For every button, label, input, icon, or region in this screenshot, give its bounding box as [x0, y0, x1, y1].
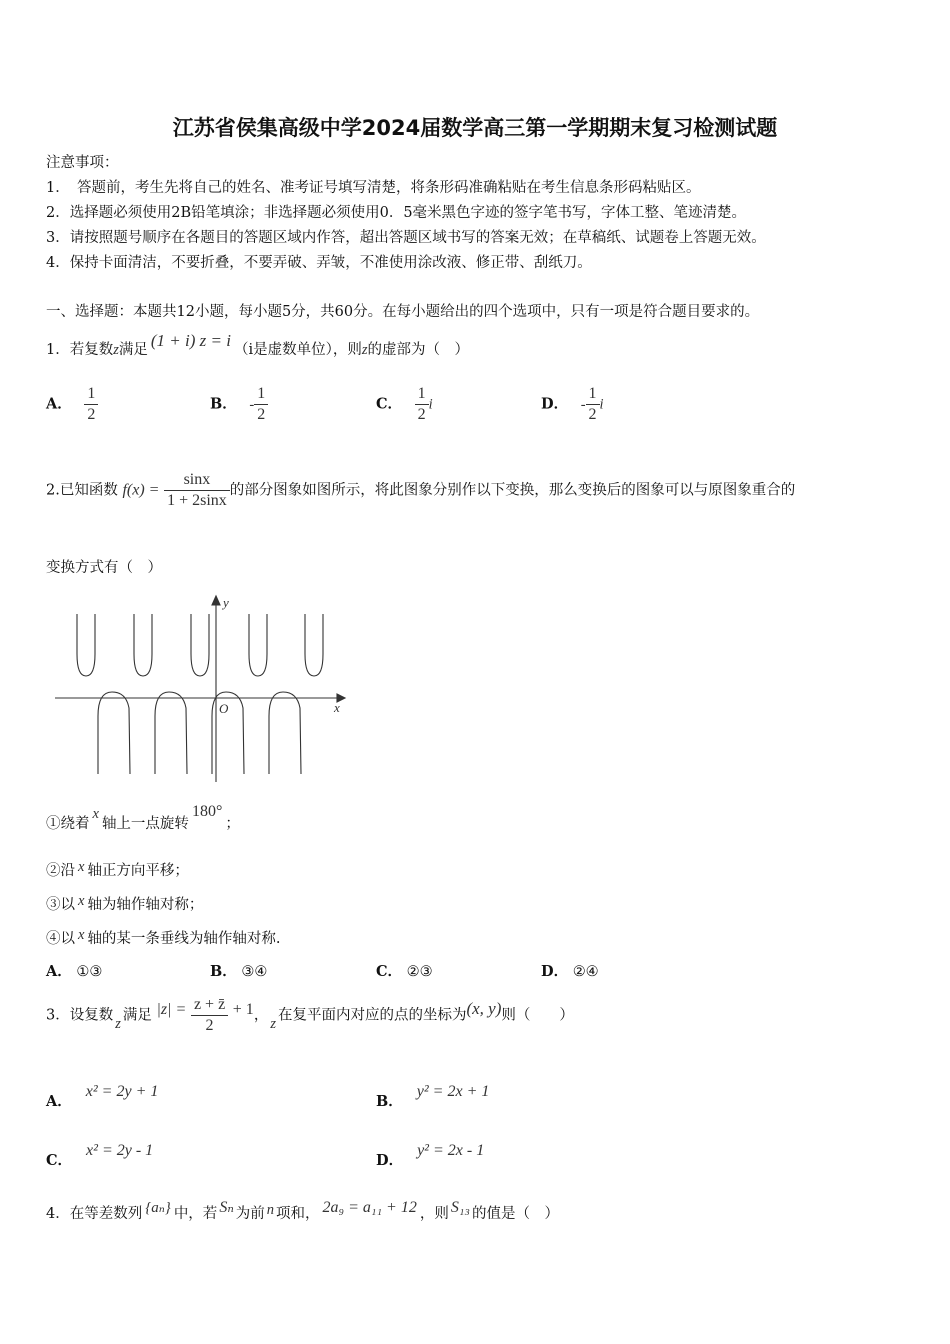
fraction: $\frac{1}{2}$	[254, 384, 268, 425]
q1-option-a[interactable]: A． $\frac{1}{2}$	[46, 384, 98, 425]
function-fraction: $\frac{\sin x}{1 + 2\sin x}$	[164, 470, 230, 511]
page-title: 江苏省侯集高级中学2024届数学高三第一学期期末复习检测试题	[172, 116, 778, 140]
lower-branch	[155, 692, 187, 774]
function-graph	[55, 592, 355, 784]
lower-branch	[269, 692, 301, 774]
q3-option-b[interactable]: B．y² = 2x + 1	[376, 1083, 490, 1110]
question-3: 3．设复数 z 满足 |z| = $\frac{z + z̄}{2}$ + 1， z 在复平面内对应的点的坐标为(x, y)则（ ）	[46, 996, 574, 1034]
q1-formula: (1 + i) z = i	[150, 331, 231, 350]
q2-option-b[interactable]: B． ③④	[210, 963, 268, 980]
q3-option-a[interactable]: A．x² = 2y + 1	[46, 1083, 159, 1110]
x-axis-label: x	[334, 700, 340, 715]
q2-option-d[interactable]: D． ②④	[541, 963, 599, 980]
fraction: $\frac{z + z̄}{2}$	[191, 995, 228, 1036]
question-2-cont: 变换方式有（ ）	[46, 560, 162, 576]
upper-branch	[305, 614, 323, 676]
fraction: $\frac{1}{2}$	[84, 384, 98, 425]
origin-label: O	[219, 701, 229, 716]
transform-3: ③以 x 轴为轴作轴对称；	[46, 893, 204, 913]
section-heading: 一、选择题：本题共12小题，每小题5分，共60分。在每小题给出的四个选项中，只有一项是符合题目要求的。	[46, 304, 760, 320]
transform-4: ④以 x 轴的某一条垂线为轴作轴对称.	[46, 927, 281, 947]
question-4: 4．在等差数列 {aₙ} 中，若 Sₙ 为前 n 项和， 2a₉ = a₁₁ + 12 ，则 S₁₃ 的值是（ ）	[46, 1199, 559, 1222]
var-z: z	[113, 342, 119, 358]
q3-option-d[interactable]: D．y² = 2x - 1	[376, 1142, 485, 1169]
notice-item: 2．选择题必须使用2B铅笔填涂；非选择题必须使用0．5毫米黑色字迹的签字笔书写，字体工整、笔迹清楚。	[46, 205, 747, 221]
question-1: 1．若复数z满足 (1 + i) z = i （i是虚数单位），则z的虚部为（ ）	[46, 331, 470, 358]
q1-option-c[interactable]: C． $\frac{1}{2}$ i	[376, 385, 433, 423]
y-axis-arrow	[212, 596, 220, 605]
notice-item: 3．请按照题号顺序在各题目的答题区域内作答，超出答题区域书写的答案无效；在草稿纸、试题卷上答题无效。	[46, 230, 766, 246]
notice-heading: 注意事项：	[46, 155, 119, 171]
q1-option-d[interactable]: D． - $\frac{1}{2}$ i	[541, 385, 604, 423]
fraction: $\frac{1}{2}$	[415, 384, 429, 425]
upper-branch	[191, 614, 209, 676]
var-z: z	[361, 342, 368, 358]
q2-option-c[interactable]: C． ②③	[376, 963, 433, 980]
notice-item: 4．保持卡面清洁，不要折叠，不要弄破、弄皱，不准使用涂改液、修正带、刮纸刀。	[46, 255, 592, 271]
q2-option-a[interactable]: A． ①③	[46, 963, 103, 980]
transform-2: ②沿 x 轴正方向平移；	[46, 859, 189, 879]
fraction: $\frac{1}{2}$	[586, 384, 600, 425]
q3-option-c[interactable]: C．x² = 2y - 1	[46, 1142, 154, 1169]
function-lhs: f(x) =	[122, 481, 160, 499]
question-2: 2.已知函数 f(x) = $\frac{\sin x}{1 + 2\sin x}$ 的部分图象如图所示，将此图象分别作以下变换，那么变换后的图象可以与原图象重合的	[46, 471, 796, 509]
q1-option-b[interactable]: B． - $\frac{1}{2}$	[210, 384, 268, 425]
y-axis-label: y	[223, 595, 229, 610]
lower-branch	[98, 692, 130, 774]
upper-branch	[77, 614, 95, 676]
transform-1: ①绕着x轴上一点旋转180°；	[46, 803, 240, 832]
upper-branch	[134, 614, 152, 676]
upper-branch	[249, 614, 267, 676]
notice-item: 1． 答题前，考生先将自己的姓名、准考证号填写清楚，将条形码准确粘贴在考生信息条形码粘贴区。	[46, 180, 701, 196]
